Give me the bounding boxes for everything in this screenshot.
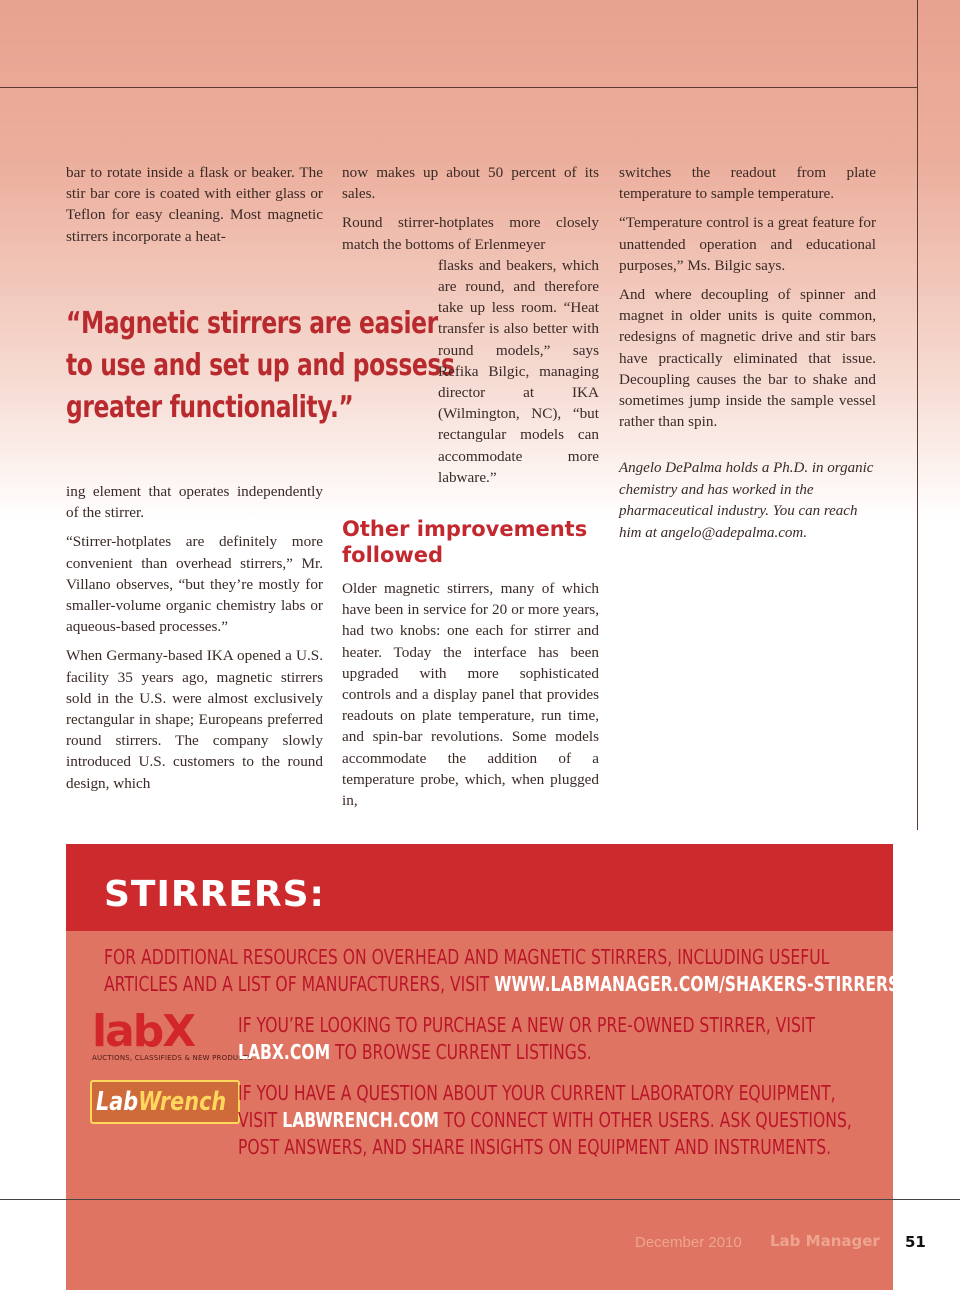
resource-labwrench-line-2: TO CONNECT WITH OTHER USERS. ASK QUESTIONS,: [438, 1108, 852, 1132]
pull-quote-line-1: “Magnetic stirrers are easier: [66, 306, 438, 341]
page-number: 51: [905, 1233, 926, 1251]
subhead-other-improvements: [342, 516, 599, 568]
author-bio: Angelo DePalma holds a Ph.D. in organic chemistry and has worked in the pharmaceutical industry. You can reach him at angelo@adepalma.com.: [619, 460, 874, 541]
top-rule: [0, 87, 917, 88]
bottom-rule: [0, 1199, 960, 1200]
pull-quote: [66, 303, 455, 429]
labwrench-logo-part-1: Lab: [96, 1087, 139, 1117]
resource-labmanager-line-2: ARTICLES AND A LIST OF MANUFACTURERS, VISIT: [104, 972, 495, 996]
resource-labmanager-line-1: FOR ADDITIONAL RESOURCES ON OVERHEAD AND MAGNETIC STIRRERS, INCLUDING USEFUL: [104, 945, 830, 969]
column-2: [342, 162, 599, 819]
labx-logo-word: labX: [92, 1006, 195, 1057]
col3-paragraph-2: “Temperature control is a great feature for unattended operation and educational purposes,” Ms. Bilgic says.: [619, 214, 876, 274]
subhead-line-2: followed: [342, 543, 444, 568]
resource-labwrench-visit: VISIT: [238, 1108, 283, 1132]
col3-paragraph-3: And where decoupling of spinner and magnet in older units is quite common, redesigns of magnetic drive and stir bars have practically eliminated that issue. Decoupling causes the bar to shake and sometimes jump inside the sample vessel rather than spin.: [619, 286, 876, 431]
col2-paragraph-2a: Round stirrer-hotplates more closely match the bottoms of Erlenmeyer: [342, 214, 599, 253]
footer-brand: Lab Manager: [770, 1232, 880, 1250]
resource-labmanager: [104, 944, 899, 998]
footer-date: December 2010: [635, 1234, 742, 1251]
resource-labx-line-1: IF YOU’RE LOOKING TO PURCHASE A NEW OR PRE-OWNED STIRRER, VISIT: [238, 1013, 816, 1037]
column-1-bottom: [66, 481, 323, 802]
stirrers-box-title: STIRRERS:: [104, 874, 325, 915]
labx-logo-tagline: AUCTIONS, CLASSIFIEDS & NEW PRODUCTS: [92, 1054, 253, 1062]
subhead-line-1: Other improvements: [342, 517, 588, 542]
pull-quote-line-3: greater functionality.”: [66, 390, 354, 425]
labx-link[interactable]: LABX.COM: [238, 1040, 331, 1064]
labx-logo[interactable]: [92, 1006, 253, 1064]
col2-paragraph-3: Older magnetic stirrers, many of which have been in service for 20 or more years, had two knobs: one each for stirrer and heater. Today the interface has been upgraded with more sophisticated controls and a display panel that provides readouts on plate temperature, run time, and spin-bar revolutions. Some models accommodate the addition of a temperature probe, which, when plugged in,: [342, 580, 599, 810]
resource-labwrench: [238, 1080, 852, 1161]
col1-paragraph-4: When Germany-based IKA opened a U.S. facility 35 years ago, magnetic stirrers sold in the U.S. were almost exclusively rectangular in shape; Europeans preferred round stirrers. The company slowly introduced U.S. customers to the round design, which: [66, 647, 323, 792]
stirrers-resource-box: [66, 844, 900, 1290]
column-1-top: [66, 162, 323, 255]
resource-labwrench-line-1: IF YOU HAVE A QUESTION ABOUT YOUR CURRENT LABORATORY EQUIPMENT,: [238, 1081, 836, 1105]
col1-paragraph-1: bar to rotate inside a flask or beaker. The stir bar core is coated with either glass or Teflon for easy cleaning. Most magnetic stirrers incorporate a heat-: [66, 164, 323, 245]
resource-labx-line-2: TO BROWSE CURRENT LISTINGS.: [330, 1040, 592, 1064]
right-rule: [917, 0, 918, 830]
labmanager-link[interactable]: WWW.LABMANAGER.COM/SHAKERS-STIRRERS: [494, 972, 900, 996]
col2-paragraph-2b: flasks and beakers, which are round, and therefore take up less room. “Heat transfer is also better with round models,” says Refika Bilgic, managing director at IKA (Wilmington, NC), “but rectangular models can accommodate more labware.”: [438, 256, 599, 486]
labwrench-logo-part-2: Wrench: [138, 1087, 227, 1117]
stirrers-box-header: [66, 844, 893, 931]
col2-paragraph-1: now makes up about 50 percent of its sales.: [342, 164, 599, 203]
resource-labx: [238, 1012, 815, 1066]
column-3: [619, 162, 876, 552]
labwrench-link[interactable]: LABWRENCH.COM: [282, 1108, 439, 1132]
col1-paragraph-2: ing element that operates independently of the stirrer.: [66, 483, 323, 522]
pull-quote-line-2: to use and set up and possess: [66, 348, 455, 383]
labwrench-logo[interactable]: [90, 1080, 240, 1124]
col1-paragraph-3: “Stirrer-hotplates are definitely more convenient than overhead stirrers,” Mr. Villano observes, “but they’re mostly for smaller-volume organic chemistry labs or aqueous-based processes.”: [66, 533, 323, 636]
col3-paragraph-1: switches the readout from plate temperature to sample temperature.: [619, 164, 876, 203]
labwrench-logo-word: [96, 1086, 226, 1118]
resource-labwrench-line-3: POST ANSWERS, AND SHARE INSIGHTS ON EQUIPMENT AND INSTRUMENTS.: [238, 1135, 832, 1159]
